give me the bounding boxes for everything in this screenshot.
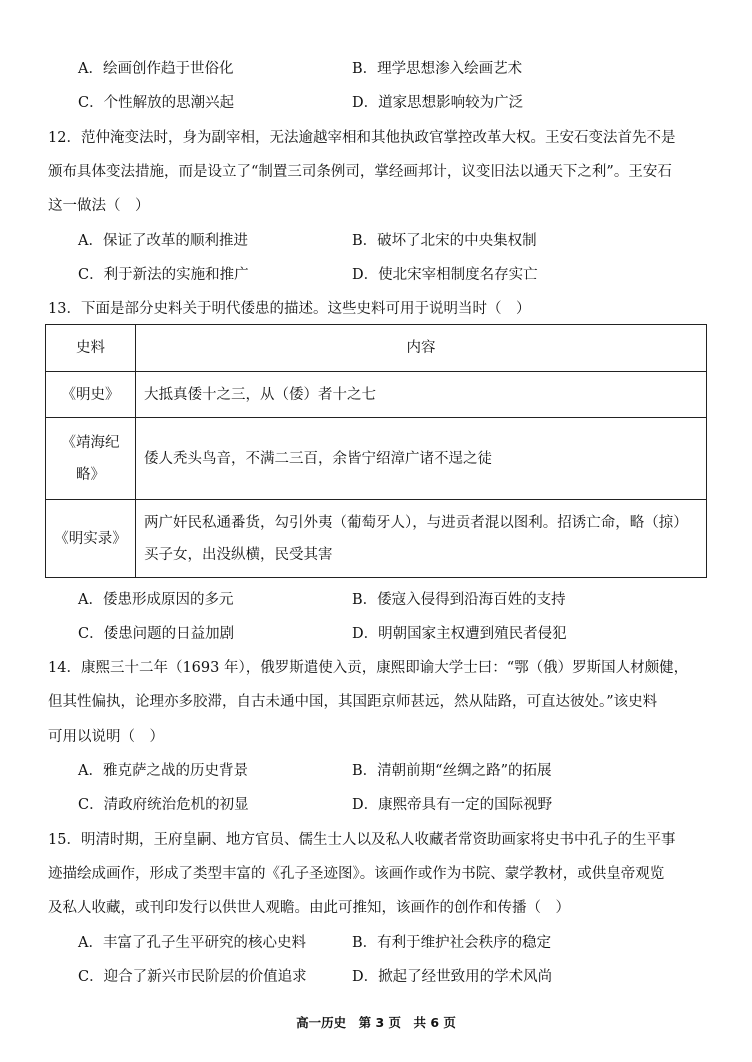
- page-footer: 高一历史 第 3 页 共 6 页: [296, 1015, 456, 1030]
- table-header-row: [46, 325, 707, 372]
- table-cell-content: 两广奸民私通番货，勾引外夷（葡萄牙人），与进贡者混以图利。招诱亡命，略（掠）买子女，出没纵横，民受其害: [136, 500, 707, 578]
- q12-option-c: C．利于新法的实施和推广: [78, 267, 249, 283]
- q15-stem-line-1: 15．明清时期，王府皇嗣、地方官员、儒生士人以及私人收藏者常资助画家将史书中孔子的生平事: [48, 832, 676, 848]
- q11-option-b: B．理学思想渗入绘画艺术: [352, 61, 523, 77]
- table-header-content: 内容: [136, 325, 707, 372]
- q13-option-b: B．倭寇入侵得到沿海百姓的支持: [352, 592, 566, 608]
- table-cell-source: 《明实录》: [46, 500, 136, 578]
- q13-option-a: A．倭患形成原因的多元: [78, 592, 234, 608]
- q11-option-d: D．道家思想影响较为广泛: [352, 95, 524, 111]
- q15-option-d: D．掀起了经世致用的学术风尚: [352, 969, 553, 985]
- q14-stem-line-3: 可用以说明（ ）: [48, 729, 164, 745]
- q13-option-c: C．倭患问题的日益加剧: [78, 626, 235, 642]
- q15-stem-line-3: 及私人收藏，或刊印发行以供世人观瞻。由此可推知，该画作的创作和传播（ ）: [48, 900, 570, 916]
- q13-stem-line-1: 13．下面是部分史料关于明代倭患的描述。这些史料可用于说明当时（ ）: [48, 301, 531, 317]
- q13-source-table: [45, 324, 707, 578]
- q15-option-c: C．迎合了新兴市民阶层的价值追求: [78, 969, 307, 985]
- q14-option-c: C．清政府统治危机的初显: [78, 797, 249, 813]
- table-row: [46, 372, 707, 418]
- q12-option-d: D．使北宋宰相制度名存实亡: [352, 267, 538, 283]
- q11-option-c: C．个性解放的思潮兴起: [78, 95, 235, 111]
- q12-option-a: A．保证了改革的顺利推进: [78, 233, 248, 249]
- table-cell-source: 《靖海纪略》: [46, 418, 136, 500]
- q12-option-b: B．破坏了北宋的中央集权制: [352, 233, 537, 249]
- table-header-source: 史料: [46, 325, 136, 372]
- q13-option-d: D．明朝国家主权遭到殖民者侵犯: [352, 626, 567, 642]
- q14-option-b: B．清朝前期“丝绸之路”的拓展: [352, 763, 552, 779]
- table-row: [46, 500, 707, 578]
- table-cell-content: 倭人秃头鸟音，不满二三百，余皆宁绍漳广诸不逞之徒: [136, 418, 707, 500]
- q12-stem-line-3: 这一做法（ ）: [48, 198, 150, 214]
- q14-option-a: A．雅克萨之战的历史背景: [78, 763, 248, 779]
- q15-stem-line-2: 迹描绘成画作，形成了类型丰富的《孔子圣迹图》。该画作或作为书院、蒙学教材，或供皇帝观览: [48, 866, 665, 882]
- table-cell-content: 大抵真倭十之三，从（倭）者十之七: [136, 372, 707, 418]
- q15-option-a: A．丰富了孔子生平研究的核心史料: [78, 935, 306, 951]
- q11-option-a: A．绘画创作趋于世俗化: [78, 61, 234, 77]
- q12-stem-line-1: 12．范仲淹变法时，身为副宰相，无法逾越宰相和其他执政官掌控改革大权。王安石变法首先不是: [48, 130, 676, 146]
- q14-stem-line-2: 但其性偏执，论理亦多胶滞，自古未通中国，其国距京师甚远，然从陆路，可直达彼处。”该史料: [48, 694, 658, 710]
- q15-option-b: B．有利于维护社会秩序的稳定: [352, 935, 552, 951]
- q14-stem-line-1: 14．康熙三十二年（1693 年），俄罗斯遣使入贡，康熙即谕大学士曰：“鄂（俄）罗斯国人材颇健，: [48, 660, 689, 676]
- table-row: [46, 418, 707, 500]
- q12-stem-line-2: 颁布具体变法措施，而是设立了“制置三司条例司，掌经画邦计，议变旧法以通天下之利”。王安石: [48, 164, 672, 180]
- table-cell-source: 《明史》: [46, 372, 136, 418]
- q14-option-d: D．康熙帝具有一定的国际视野: [352, 797, 553, 813]
